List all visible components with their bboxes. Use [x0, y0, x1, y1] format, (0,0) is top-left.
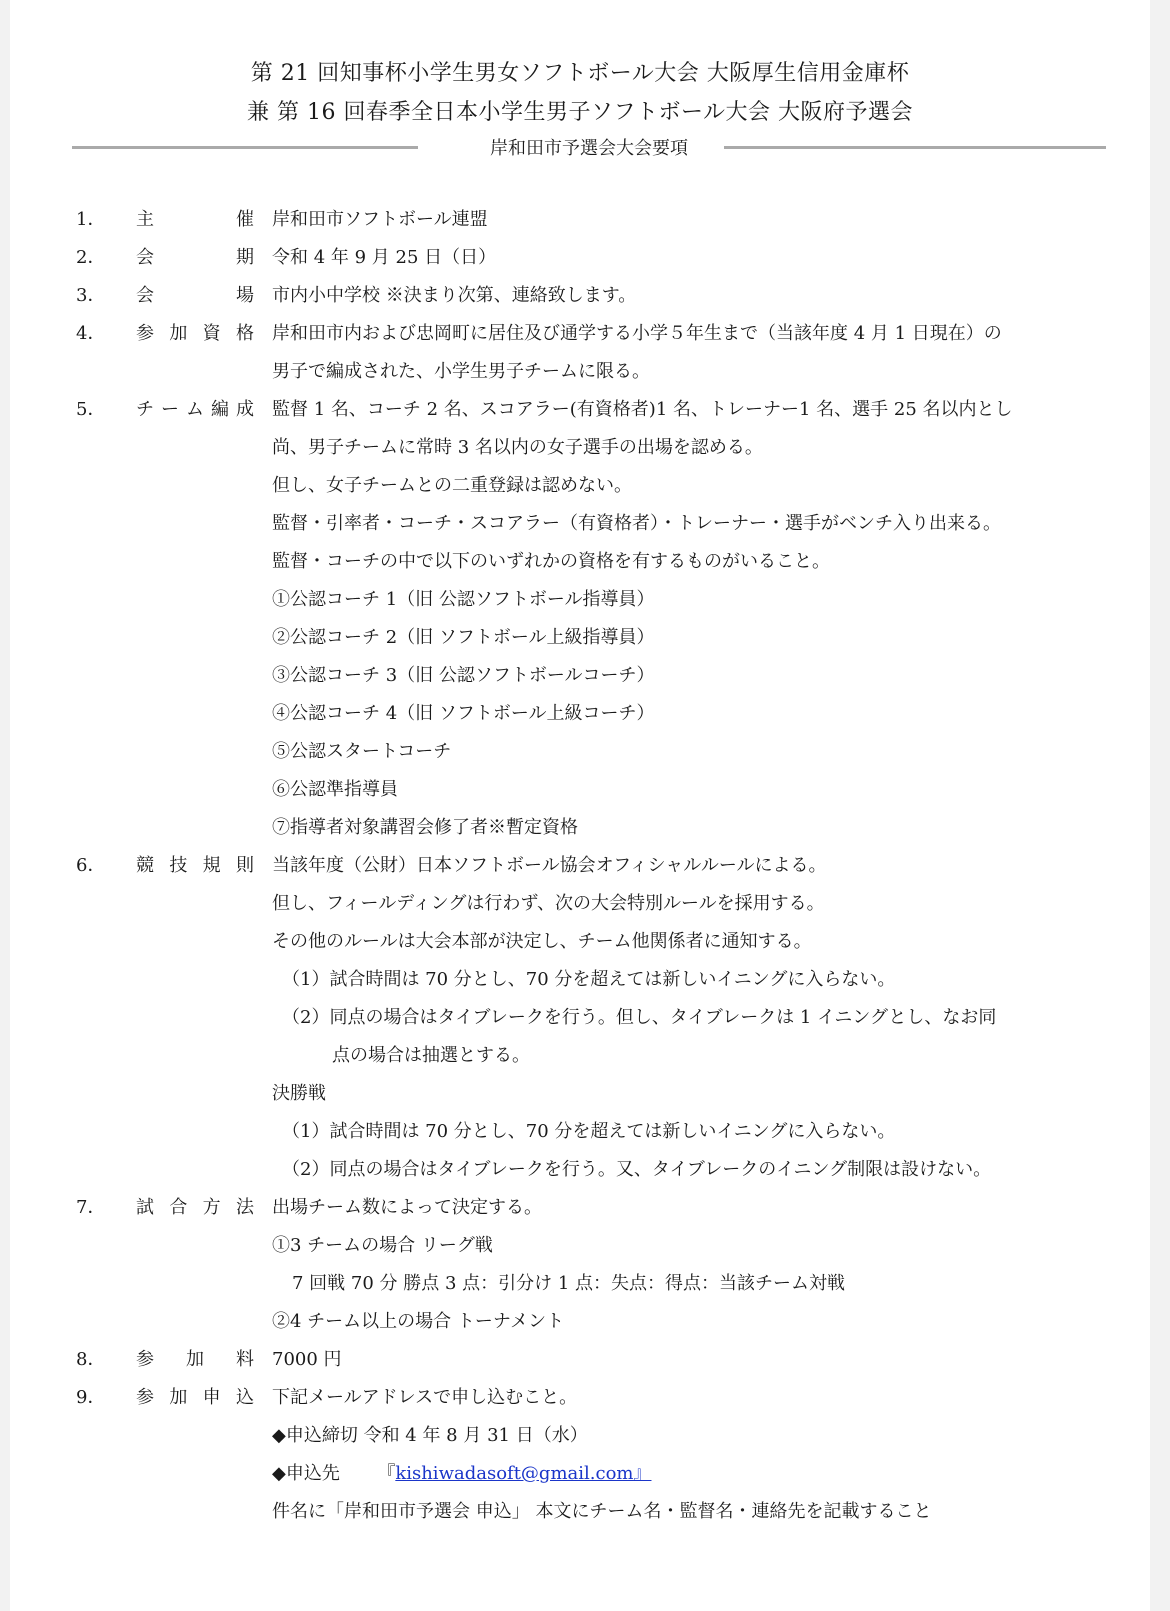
email-bracket-close: 』 — [633, 1463, 652, 1484]
rule-item: （2）同点の場合はタイブレークを行う。但し、タイブレークは 1 イニングとし、なお同 — [282, 1007, 997, 1028]
section-5-line: 監督・引率者・コーチ・スコアラー（有資格者）・トレーナー・選手がベンチ入り出来る。 — [272, 513, 1001, 534]
section-3-label: 会場 — [136, 285, 254, 306]
document-title-line2: 兼 第 16 回春季全日本小学生男子ソフトボール大会 大阪府予選会 — [246, 100, 914, 125]
right-divider — [724, 146, 1106, 149]
qualification-item: ①公認コーチ 1（旧 公認ソフトボール指導員） — [272, 589, 655, 610]
section-7-line: 7 回戦 70 分 勝点 3 点：引分け 1 点：失点：得点：当該チーム対戦 — [292, 1273, 846, 1294]
qualification-item: ⑥公認準指導員 — [272, 779, 398, 800]
qualification-item: ⑤公認スタートコーチ — [272, 741, 452, 762]
section-7-label: 試合方法 — [136, 1197, 254, 1218]
section-5-line: 但し、女子チームとの二重登録は認めない。 — [272, 475, 632, 496]
section-7-line: ②4 チーム以上の場合 トーナメント — [272, 1311, 565, 1332]
qualification-item: ④公認コーチ 4（旧 ソフトボール上級コーチ） — [272, 703, 655, 724]
section-5-label: チーム編成 — [136, 399, 254, 420]
section-4-line: 男子で編成された、小学生男子チームに限る。 — [272, 361, 650, 382]
subtitle-row — [72, 134, 1106, 164]
qualification-item: ②公認コーチ 2（旧 ソフトボール上級指導員） — [272, 627, 655, 648]
deadline-line: ◆申込締切 令和 4 年 8 月 31 日（水） — [272, 1425, 588, 1446]
section-6-number: 6． — [76, 855, 106, 876]
section-4-label: 参加資格 — [136, 323, 254, 344]
rule-item: （1）試合時間は 70 分とし、70 分を超えては新しいイニングに入らない。 — [282, 969, 896, 990]
subject-instruction-line: 件名に「岸和田市予選会 申込」 本文にチーム名・監督名・連絡先を記載すること — [272, 1501, 932, 1522]
section-5-line: 監督・コーチの中で以下のいずれかの資格を有するものがいること。 — [272, 551, 830, 572]
section-1-label: 主催 — [136, 209, 254, 230]
qualification-item: ⑦指導者対象講習会修了者※暫定資格 — [272, 817, 578, 838]
rule-item-continuation: 点の場合は抽選とする。 — [332, 1045, 530, 1066]
section-7-line: ①3 チームの場合 リーグ戦 — [272, 1235, 493, 1256]
email-link[interactable]: kishiwadasoft@gmail.com — [395, 1463, 634, 1484]
section-1-text: 岸和田市ソフトボール連盟 — [272, 209, 488, 230]
final-rule-item: （2）同点の場合はタイブレークを行う。又、タイブレークのイニング制限は設けない。 — [282, 1159, 992, 1180]
section-2-number: 2． — [76, 247, 106, 268]
section-2-label: 会期 — [136, 247, 254, 268]
section-9-number: 9． — [76, 1387, 106, 1408]
document-subtitle: 岸和田市予選会大会要項 — [490, 138, 688, 159]
section-1-number: 1． — [76, 209, 106, 230]
section-2-text: 令和 4 年 9 月 25 日（日） — [272, 247, 497, 268]
section-9-line: 下記メールアドレスで申し込むこと。 — [272, 1387, 578, 1408]
section-3-text: 市内小中学校 ※決まり次第、連絡致します。 — [272, 285, 637, 306]
submission-address-label: ◆申込先 — [272, 1463, 340, 1484]
section-8-label: 参加料 — [136, 1349, 254, 1370]
section-6-line: 但し、フィールディングは行わず、次の大会特別ルールを採用する。 — [272, 893, 825, 914]
section-7-number: 7． — [76, 1197, 106, 1218]
section-8-text: 7000 円 — [272, 1349, 342, 1370]
section-6-line: 当該年度（公財）日本ソフトボール協会オフィシャルルールによる。 — [272, 855, 827, 876]
section-4-line: 岸和田市内および忠岡町に居住及び通学する小学５年生まで（当該年度 4 月 1 日現在）の — [272, 323, 1002, 344]
section-7-line: 出場チーム数によって決定する。 — [272, 1197, 542, 1218]
section-5-number: 5． — [76, 399, 106, 420]
final-rule-item: （1）試合時間は 70 分とし、70 分を超えては新しいイニングに入らない。 — [282, 1121, 896, 1142]
section-8-number: 8． — [76, 1349, 106, 1370]
section-5-line: 監督 1 名、コーチ 2 名、スコアラー(有資格者)1 名、トレーナー1 名、選手 25 名以内とし — [272, 399, 1013, 420]
section-6-line: その他のルールは大会本部が決定し、チーム他関係者に通知する。 — [272, 931, 812, 952]
qualification-item: ③公認コーチ 3（旧 公認ソフトボールコーチ） — [272, 665, 655, 686]
document-title-line1: 第 21 回知事杯小学生男女ソフトボール大会 大阪厚生信用金庫杯 — [250, 61, 910, 86]
section-4-number: 4． — [76, 323, 106, 344]
document-page — [10, 0, 1150, 1611]
email-bracket-open: 『 — [377, 1463, 396, 1484]
section-3-number: 3． — [76, 285, 106, 306]
section-9-label: 参加申込 — [136, 1387, 254, 1408]
submission-address-line — [272, 1459, 1082, 1489]
final-match-heading: 決勝戦 — [272, 1083, 326, 1104]
section-6-label: 競技規則 — [136, 855, 254, 876]
section-5-line: 尚、男子チームに常時 3 名以内の女子選手の出場を認める。 — [272, 437, 763, 458]
